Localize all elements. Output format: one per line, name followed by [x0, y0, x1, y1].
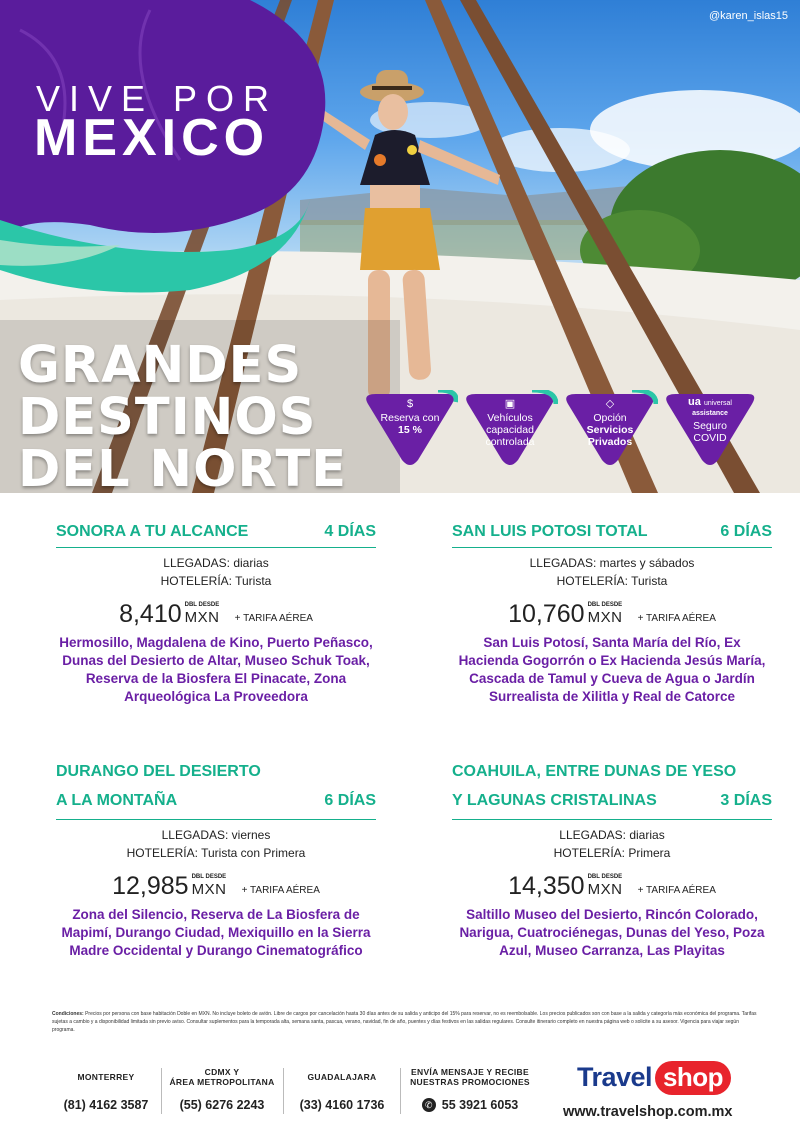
- contact-guadalajara: [288, 1072, 396, 1118]
- badge-vehiculos: ▣ Vehículos capacidad controlada: [462, 390, 558, 468]
- hero-title-line-3: DEL NORTE: [18, 440, 348, 493]
- hoteleria: HOTELERÍA: Primera: [553, 846, 671, 860]
- contact-whatsapp: [404, 1067, 536, 1117]
- hoteleria: HOTELERÍA: Turista con Primera: [126, 846, 306, 860]
- money-bag-icon: $: [406, 398, 414, 410]
- contact-monterrey: [56, 1072, 156, 1118]
- package-days: 4 DÍAS: [324, 523, 376, 540]
- whatsapp-icon: ✆: [422, 1098, 436, 1112]
- price: 8,410: [119, 600, 182, 628]
- price-row: [452, 596, 772, 628]
- universal-assistance-logo: ua: [688, 396, 701, 408]
- divider: [452, 819, 772, 820]
- package-days: 3 DÍAS: [720, 792, 772, 809]
- package-san-luis-potosi: [452, 523, 772, 706]
- price-row: [56, 596, 376, 628]
- contact-phone[interactable]: (81) 4162 3587: [63, 1098, 149, 1112]
- hero-title-line-1: GRANDES: [18, 336, 303, 395]
- package-days: 6 DÍAS: [324, 792, 376, 809]
- photo-credit: @karen_islas15: [708, 10, 788, 22]
- contact-city: CDMX Y ÁREA METROPOLITANA: [169, 1067, 275, 1087]
- divider: [56, 547, 376, 548]
- badge-servicios-privados: ◇ Opción Servicios Privados: [562, 390, 658, 468]
- package-days: 6 DÍAS: [720, 523, 772, 540]
- tarifa-aerea: + TARIFA AÉREA: [241, 885, 320, 896]
- divider: [283, 1068, 284, 1114]
- package-title: SONORA A TU ALCANCE 4 DÍAS: [56, 523, 376, 540]
- destinations: Zona del Silencio, Reserva de La Biosfera de Mapimí, Durango Ciudad, Mexiquillo en la Sierra Madre Occidental y Durango Cinematográfico: [61, 907, 371, 958]
- llegadas: LLEGADAS: martes y sábados: [529, 556, 695, 570]
- destinations: San Luis Potosí, Santa María del Río, Ex Hacienda Gogorrón o Ex Hacienda Jesús María, Cascada de Tamul y Cueva de Agua o Jardín Surrealista de Xilitla y Real de Catorce: [458, 635, 766, 704]
- website-link[interactable]: www.travelshop.com.mx: [563, 1104, 733, 1120]
- divider: [56, 819, 376, 820]
- mexico-text: MEXICO: [34, 109, 270, 167]
- contact-phone[interactable]: (55) 6276 2243: [179, 1098, 265, 1112]
- dbl-desde: DBL DESDE: [587, 874, 623, 880]
- price: 14,350: [508, 872, 585, 900]
- contact-phone[interactable]: ✆ 55 3921 6053: [404, 1098, 536, 1112]
- contact-city: ENVÍA MENSAJE Y RECIBE NUESTRAS PROMOCIONES: [410, 1067, 530, 1087]
- destinations: Saltillo Museo del Desierto, Rincón Colorado, Narigua, Cuatrociénegas, Dunas del Yeso, Poza Azul, Museo Carranza, Las Playitas: [459, 907, 765, 958]
- currency: MXN: [587, 881, 623, 898]
- llegadas: LLEGADAS: diarias: [163, 556, 269, 570]
- package-coahuila: [452, 757, 772, 960]
- divider: [161, 1068, 162, 1114]
- divider: [400, 1068, 401, 1114]
- tarifa-aerea: + TARIFA AÉREA: [637, 885, 716, 896]
- tarifa-aerea: + TARIFA AÉREA: [234, 613, 313, 624]
- travelshop-logo[interactable]: Travel shop: [573, 1060, 733, 1096]
- llegadas: LLEGADAS: diarias: [559, 828, 665, 842]
- llegadas: LLEGADAS: viernes: [161, 828, 271, 842]
- currency: MXN: [587, 609, 623, 626]
- package-title: SAN LUIS POTOSI TOTAL 6 DÍAS: [452, 523, 772, 540]
- vive-por-text: VIVE POR: [36, 78, 279, 119]
- vehicle-icon: ▣: [504, 398, 516, 410]
- price: 10,760: [508, 600, 585, 628]
- tarifa-aerea: + TARIFA AÉREA: [637, 613, 716, 624]
- divider: [452, 547, 772, 548]
- contact-cdmx: [166, 1067, 278, 1117]
- hero-title-line-2: DESTINOS: [18, 388, 317, 447]
- contact-phone[interactable]: (33) 4160 1736: [299, 1098, 385, 1112]
- price-row: [452, 868, 772, 900]
- currency: MXN: [191, 881, 227, 898]
- diamond-icon: ◇: [605, 398, 615, 410]
- price-row: [56, 868, 376, 900]
- hoteleria: HOTELERÍA: Turista: [160, 574, 272, 588]
- conditions-text: Condiciones: Precios por persona con base habitación Doble en MXN. No incluye boleto de avión. Libre de cargos por cancelación hasta 30 días antes de su salida y anticipo del 15% para reservar, no es reembolsable. Los precios publicados son con base a la salida y categoría más económica del programa. Tarifas sujetas a cambio y a disponibilidad limitada sin previo aviso. Consultar suplementos para la temporada alta, semana santa, pascua, verano, navidad, fin de año, puentes y días festivos en las salidas regulares. Consulte itinerario completo en nuestra página web o solicite a su asesor. Vigencia para viajar según programa.: [52, 1011, 757, 1033]
- dbl-desde: DBL DESDE: [587, 602, 623, 608]
- badge-seguro-covid: ua universal assistance Seguro COVID: [662, 390, 758, 468]
- currency: MXN: [184, 609, 220, 626]
- contact-city: MONTERREY: [77, 1072, 135, 1082]
- badge-reserva: $ Reserva con 15 %: [362, 390, 458, 468]
- package-title: COAHUILA, ENTRE DUNAS DE YESO Y LAGUNAS CRISTALINAS 3 DÍAS: [452, 757, 772, 815]
- package-durango: [56, 757, 376, 960]
- hoteleria: HOTELERÍA: Turista: [556, 574, 668, 588]
- dbl-desde: DBL DESDE: [184, 602, 220, 608]
- package-title: DURANGO DEL DESIERTO A LA MONTAÑA 6 DÍAS: [56, 757, 376, 815]
- hero-banner: [0, 0, 800, 493]
- dbl-desde: DBL DESDE: [191, 874, 227, 880]
- destinations: Hermosillo, Magdalena de Kino, Puerto Peñasco, Dunas del Desierto de Altar, Museo Schuk Toak, Reserva de la Biosfera El Pinacate, Zona Arqueológica La Proveedora: [59, 635, 373, 704]
- package-sonora: [56, 523, 376, 706]
- contact-city: GUADALAJARA: [307, 1072, 377, 1082]
- price: 12,985: [112, 872, 189, 900]
